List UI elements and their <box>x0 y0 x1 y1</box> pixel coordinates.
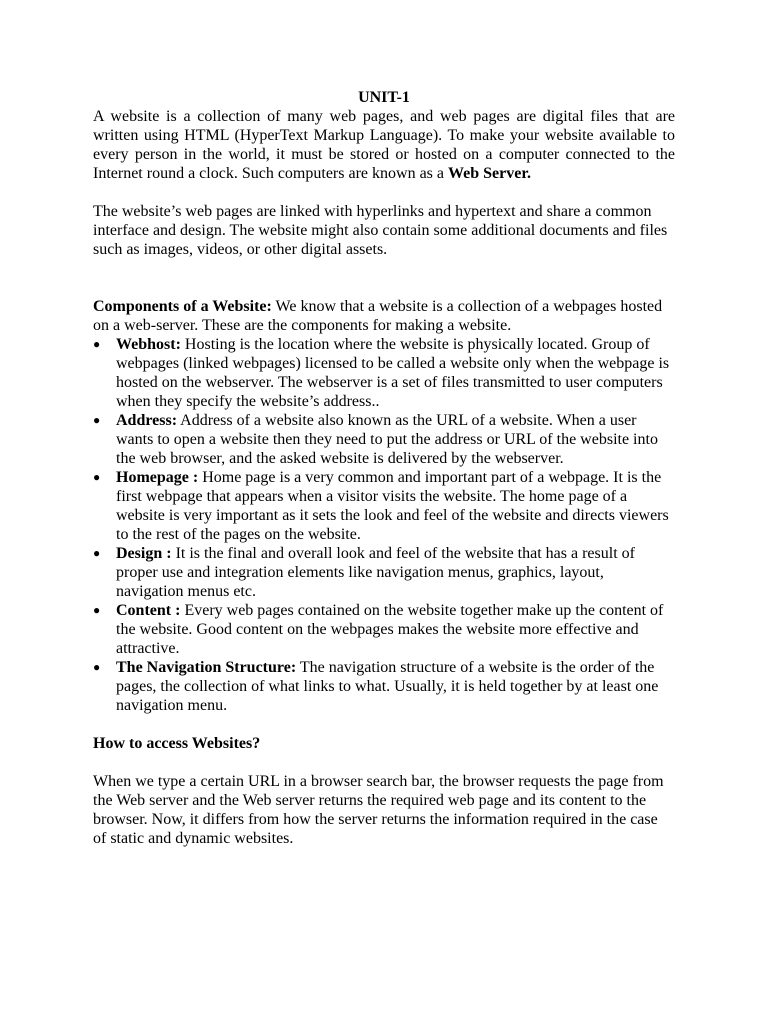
list-item-term: The Navigation Structure: <box>116 659 297 676</box>
intro-paragraph <box>93 107 675 183</box>
bullet-icon: ● <box>93 603 101 617</box>
spacer <box>93 183 675 202</box>
list-item <box>93 468 675 544</box>
components-intro <box>93 297 675 335</box>
spacer <box>93 715 675 734</box>
spacer <box>93 753 675 772</box>
components-list <box>93 335 675 715</box>
list-item <box>93 411 675 468</box>
bullet-icon: ● <box>93 470 101 484</box>
components-text: We know that a website is a collection of a webpages hosted on a web-server. These are the components for making a website. <box>93 298 663 334</box>
list-item-term: Content : <box>116 602 181 619</box>
list-item <box>93 544 675 601</box>
list-item-desc: The navigation structure of a website is the order of the pages, the collection of what links to what. Usually, it is held together by at least one navigation menu. <box>116 659 659 714</box>
spacer <box>93 259 675 297</box>
components-heading: Components of a Website: <box>93 298 272 315</box>
document-page <box>93 88 675 848</box>
list-item <box>93 601 675 658</box>
page-title: UNIT-1 <box>358 89 410 106</box>
list-item-desc: Address of a website also known as the URL of a website. When a user wants to open a website then they need to put the address or URL of the website into the web browser, and the asked website is delivered by the webserver. <box>116 412 658 467</box>
bullet-icon: ● <box>93 337 101 351</box>
bullet-icon: ● <box>93 546 101 560</box>
bullet-icon: ● <box>93 413 101 427</box>
list-item-term: Address: <box>116 412 178 429</box>
list-item <box>93 335 675 411</box>
access-heading-line <box>93 734 675 753</box>
list-item-term: Homepage : <box>116 469 199 486</box>
bullet-icon: ● <box>93 660 101 674</box>
list-item-desc: Hosting is the location where the website is physically located. Group of webpages (linked webpages) licensed to be called a website only when the webpage is hosted on the webserver. The webserver is a set of files transmitted to user computers when they specify the website’s address.. <box>116 336 670 410</box>
paragraph-hyperlinks: The website’s web pages are linked with hyperlinks and hypertext and share a common interface and design. The website might also contain some additional documents and files such as images, videos, or other digital assets. <box>93 203 668 258</box>
list-item <box>93 658 675 715</box>
list-item-term: Webhost: <box>116 336 181 353</box>
list-item-desc: Home page is a very common and important part of a webpage. It is the first webpage that appears when a visitor visits the website. The home page of a website is very important as it sets the look and feel of the website and directs viewers to the rest of the pages on the website. <box>116 469 669 543</box>
list-item-term: Design : <box>116 545 172 562</box>
list-item-desc: Every web pages contained on the website together make up the content of the website. Good content on the webpages makes the website more effective and attractive. <box>116 602 664 657</box>
intro-text: A website is a collection of many web pages, and web pages are digital files that are written using HTML (HyperText Markup Language). To make your website available to every person in the world, it must be stored or hosted on a computer connected to the Internet round a clock. Such computers are known as a <box>93 108 675 182</box>
access-paragraph: When we type a certain URL in a browser search bar, the browser requests the page from the Web server and the Web server returns the required web page and its content to the browser. Now, it differs from how the server returns the information required in the case of static and dynamic websites. <box>93 773 664 847</box>
intro-bold-term: Web Server. <box>448 165 531 182</box>
access-heading: How to access Websites? <box>93 735 261 752</box>
list-item-desc: It is the final and overall look and feel of the website that has a result of proper use and integration elements like navigation menus, graphics, layout, navigation menus etc. <box>116 545 635 600</box>
